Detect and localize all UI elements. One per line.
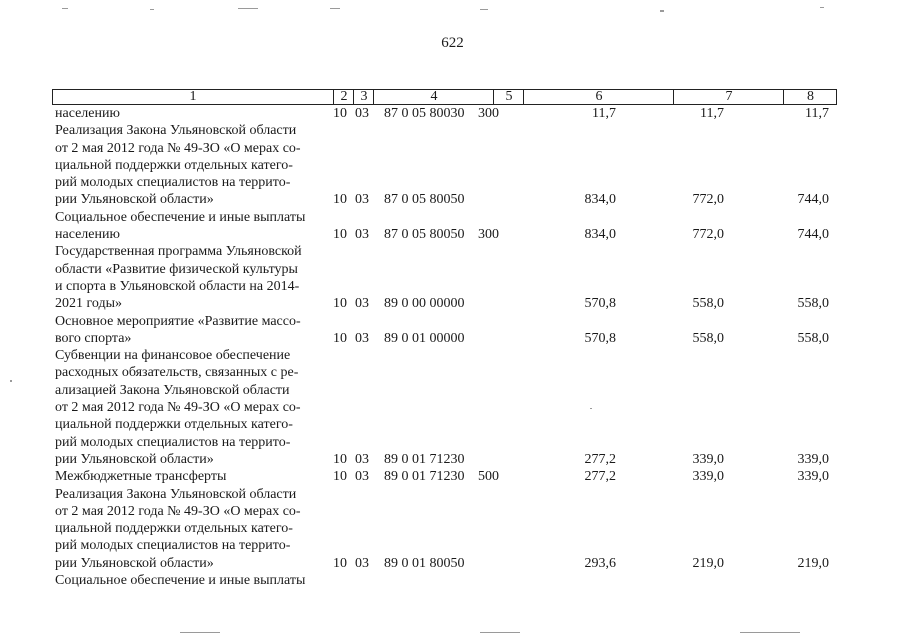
description-line: расходных обязательств, связанных с ре- [55, 365, 299, 381]
table-header [52, 89, 837, 105]
amount-col-7: 772,0 [692, 227, 724, 243]
target-article-code: 89 0 01 00000 [384, 330, 465, 346]
description-line: области «Развитие физической культуры [55, 261, 298, 277]
page-number: 622 [441, 35, 464, 51]
table-row [0, 313, 905, 348]
section-code: 10 [333, 469, 347, 485]
section-code: 10 [333, 330, 347, 346]
amount-col-6: 570,8 [584, 296, 616, 312]
description-line: рий молодых специалистов на террито- [55, 538, 291, 554]
table-row [0, 209, 905, 244]
amount-col-6: 277,2 [584, 451, 616, 467]
description-line: от 2 мая 2012 года № 49-ЗО «О мерах со- [55, 140, 301, 156]
description-line: Реализация Закона Ульяновской области [55, 486, 297, 502]
row-description [55, 486, 327, 572]
target-article-code: 89 0 01 80050 [384, 555, 465, 571]
row-description [55, 243, 327, 312]
amount-col-7: 339,0 [692, 451, 724, 467]
row-description [55, 313, 327, 348]
row-description [55, 347, 327, 468]
target-article-code: 87 0 05 80030 [384, 106, 465, 121]
amount-col-8: 744,0 [797, 227, 829, 243]
amount-col-7: 11,7 [700, 106, 724, 121]
section-code: 10 [333, 296, 347, 312]
header-col-3: 3 [353, 90, 374, 104]
subsection-code: 03 [355, 469, 369, 485]
amount-col-7: 339,0 [692, 469, 724, 485]
table-body [0, 105, 905, 640]
target-article-code: 87 0 05 80050 [384, 227, 465, 243]
table-row [0, 572, 905, 589]
description-line: Реализация Закона Ульяновской области [55, 123, 297, 139]
description-line: рий молодых специалистов на террито- [55, 175, 291, 191]
row-description [55, 468, 327, 485]
amount-col-6: 834,0 [584, 227, 616, 243]
description-line: циальной поддержки отдельных катего- [55, 157, 293, 173]
amount-col-6: 293,6 [584, 555, 616, 571]
target-article-code: 89 0 01 71230 [384, 451, 465, 467]
subsection-code: 03 [355, 296, 369, 312]
table-row [0, 243, 905, 312]
header-col-5: 5 [493, 90, 524, 104]
header-col-1: 1 [189, 89, 197, 104]
subsection-code: 03 [355, 106, 369, 121]
description-line: Субвенции на финансовое обеспечение [55, 348, 291, 364]
description-line: рии Ульяновской области» [55, 555, 214, 571]
subsection-code: 03 [355, 555, 369, 571]
description-line: населению [55, 106, 120, 121]
description-line: от 2 мая 2012 года № 49-ЗО «О мерах со- [55, 400, 301, 416]
header-col-4: 4 [373, 90, 494, 104]
header-col-8: 8 [783, 90, 837, 104]
amount-col-6: 11,7 [592, 106, 616, 121]
subsection-code: 03 [355, 451, 369, 467]
table-row [0, 468, 905, 485]
section-code: 10 [333, 451, 347, 467]
amount-col-7: 772,0 [692, 192, 724, 208]
amount-col-8: 744,0 [797, 192, 829, 208]
description-line: Социальное обеспечение и иные выплаты [55, 209, 306, 225]
row-description [55, 572, 327, 589]
row-description [55, 105, 327, 122]
description-line: от 2 мая 2012 года № 49-ЗО «О мерах со- [55, 503, 301, 519]
amount-col-6: 570,8 [584, 330, 616, 346]
header-col-6: 6 [523, 90, 674, 104]
target-article-code: 89 0 01 71230 [384, 469, 465, 485]
header-col-7: 7 [673, 90, 784, 104]
amount-col-6: 277,2 [584, 469, 616, 485]
row-description [55, 122, 327, 208]
subsection-code: 03 [355, 227, 369, 243]
target-article-code: 89 0 00 00000 [384, 296, 465, 312]
description-line: Государственная программа Ульяновской [55, 244, 302, 260]
expense-type-code: 500 [478, 469, 499, 485]
table-row [0, 122, 905, 209]
description-line: ализацией Закона Ульяновской области [55, 382, 290, 398]
description-line: Социальное обеспечение и иные выплаты [55, 573, 306, 589]
expense-type-code: 300 [478, 106, 499, 121]
header-col-2: 2 [333, 90, 354, 104]
row-description [55, 209, 327, 244]
expense-type-code: 300 [478, 227, 499, 243]
description-line: 2021 годы» [55, 296, 123, 312]
amount-col-6: 834,0 [584, 192, 616, 208]
amount-col-7: 558,0 [692, 296, 724, 312]
description-line: и спорта в Ульяновской области на 2014- [55, 278, 300, 294]
amount-col-7: 558,0 [692, 330, 724, 346]
amount-col-8: 558,0 [797, 296, 829, 312]
description-line: вого спорта» [55, 330, 132, 346]
description-line: циальной поддержки отдельных катего- [55, 521, 293, 537]
subsection-code: 03 [355, 330, 369, 346]
description-line: Межбюджетные трансферты [55, 469, 227, 485]
subsection-code: 03 [355, 192, 369, 208]
description-line: рий молодых специалистов на террито- [55, 434, 291, 450]
amount-col-8: 11,7 [805, 106, 829, 121]
section-code: 10 [333, 555, 347, 571]
description-line: рии Ульяновской области» [55, 451, 214, 467]
table-row [0, 105, 905, 122]
amount-col-8: 339,0 [797, 469, 829, 485]
description-line: циальной поддержки отдельных катего- [55, 417, 293, 433]
amount-col-8: 558,0 [797, 330, 829, 346]
amount-col-8: 219,0 [797, 555, 829, 571]
description-line: Основное мероприятие «Развитие массо- [55, 313, 301, 329]
amount-col-8: 339,0 [797, 451, 829, 467]
section-code: 10 [333, 227, 347, 243]
description-line: рии Ульяновской области» [55, 192, 214, 208]
table-row [0, 347, 905, 468]
section-code: 10 [333, 106, 347, 121]
target-article-code: 87 0 05 80050 [384, 192, 465, 208]
amount-col-7: 219,0 [692, 555, 724, 571]
section-code: 10 [333, 192, 347, 208]
table-row [0, 486, 905, 573]
description-line: населению [55, 227, 120, 243]
